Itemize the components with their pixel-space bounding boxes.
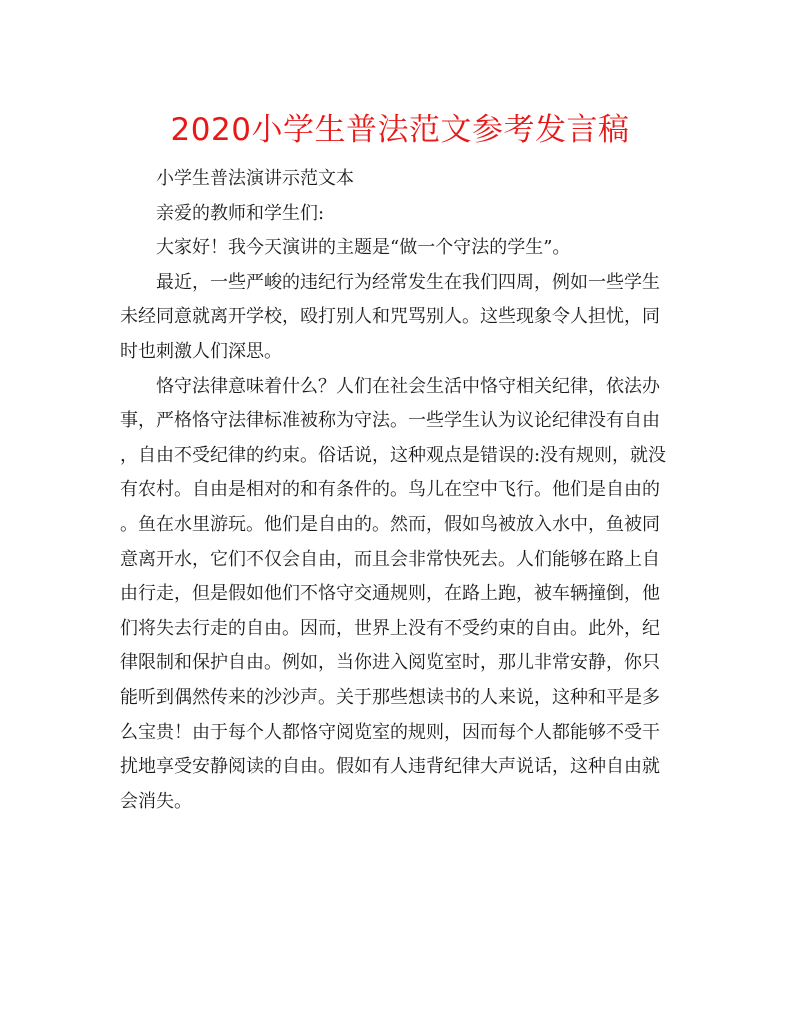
text-line: 会消失。	[120, 790, 192, 812]
paragraph	[120, 197, 682, 232]
text-line: 恪守法律意味着什么？人们在社会生活中恪守相关纪律，依法办	[156, 375, 660, 397]
text-line: 小学生普法演讲示范文本	[156, 168, 354, 189]
text-line: 律限制和保护自由。例如，当你进入阅览室时，那儿非常安静，你只	[120, 652, 660, 674]
text-line: 由行走，但是假如他们不恪守交通规则，在路上跑，被车辆撞倒，他	[120, 583, 660, 605]
text-line: 能听到偶然传来的沙沙声。关于那些想读书的人来说，这种和平是多	[120, 686, 660, 708]
text-line: 未经同意就离开学校，殴打别人和咒骂别人。这些现象令人担忧，同	[120, 306, 660, 328]
document-title: 2020小学生普法范文参考发言稿	[170, 112, 630, 148]
text-line: 最近，一些严峻的违纪行为经常发生在我们四周，例如一些学生	[156, 271, 660, 293]
text-line: 扰地享受安静阅读的自由。假如有人违背纪律大声说话，这种自由就	[120, 756, 660, 778]
paragraph	[120, 370, 682, 820]
paragraph	[120, 231, 682, 266]
text-line: 大家好！我今天演讲的主题是“做一个守法的学生”。	[156, 237, 571, 259]
text-line: 么宝贵！由于每个人都恪守阅览室的规则，因而每个人都能够不受干	[120, 721, 660, 743]
text-line: 时也刺激人们深思。	[120, 340, 282, 362]
text-line: ，自由不受纪律的约束。俗话说，这种观点是错误的:没有规则，就没	[120, 444, 667, 466]
text-line: 有农村。自由是相对的和有条件的。鸟儿在空中飞行。他们是自由的	[120, 479, 660, 501]
paragraph	[120, 266, 682, 370]
text-line: 事，严格恪守法律标准被称为守法。一些学生认为议论纪律没有自由	[120, 410, 660, 432]
text-line: 意离开水，它们不仅会自由，而且会非常快死去。人们能够在路上自	[120, 548, 660, 570]
paragraph	[120, 162, 682, 197]
document-body	[120, 162, 682, 819]
text-line: 亲爱的教师和学生们:	[156, 202, 325, 224]
text-line: 们将失去行走的自由。因而，世界上没有不受约束的自由。此外，纪	[120, 617, 660, 639]
text-line: 。鱼在水里游玩。他们是自由的。然而，假如鸟被放入水中，鱼被同	[120, 513, 660, 535]
